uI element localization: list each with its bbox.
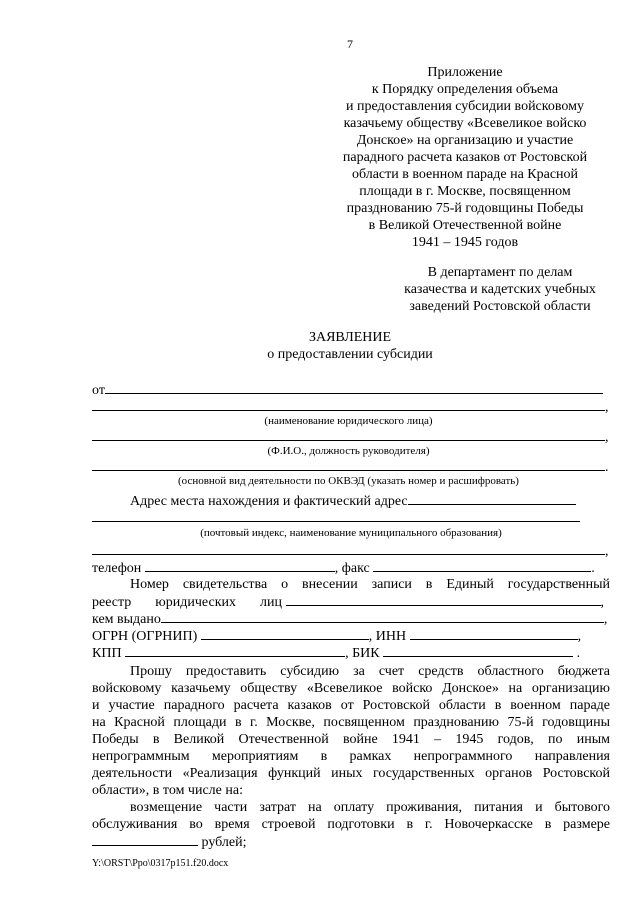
document-title: ЗАЯВЛЕНИЕ <box>308 330 392 345</box>
org-name-field-2[interactable] <box>92 398 605 411</box>
kpp-row: КПП , БИК . <box>92 646 581 661</box>
address-label: Адрес места нахождения и фактический адрес <box>130 494 408 509</box>
issued-by-row: кем выдано , <box>92 612 608 627</box>
phone-row: телефон , факс . <box>92 561 595 576</box>
cert-line-1: Номер свидетельства о внесении записи в Единый государственный <box>130 577 610 592</box>
okved-field[interactable] <box>92 458 605 471</box>
ogrn-field[interactable] <box>201 627 369 640</box>
appendix-line: Донское» на организацию и участие <box>356 133 574 148</box>
appendix-line: Приложение <box>427 65 503 80</box>
request-line: на Красной площади в г. Москве, посвященном празднованию 75-й годовщины <box>92 715 610 730</box>
head-row: , <box>92 428 609 446</box>
fax-field[interactable] <box>373 559 591 572</box>
org-name-row-2: , <box>92 398 609 416</box>
amount-unit: рублей; <box>201 835 247 850</box>
request-line: области», в том числе на: <box>92 783 243 798</box>
org-name-field[interactable] <box>105 381 603 394</box>
caption-postal: (почтовый индекс, наименование муниципального образования) <box>200 527 502 539</box>
appendix-line: празднованию 75-й годовщины Победы <box>346 201 584 216</box>
appendix-header <box>300 64 630 251</box>
appendix-line: парадного расчета казаков от Ростовской <box>342 150 588 165</box>
bik-label: , БИК <box>345 646 380 661</box>
address-field-2[interactable] <box>92 509 580 522</box>
caption-head: (Ф.И.О., должность руководителя) <box>267 445 430 457</box>
addressee-block <box>350 264 640 315</box>
cert-number-field[interactable] <box>286 593 601 606</box>
request-line: войсковому казачьему обществу «Всевеликое войско Донское» на организацию <box>92 681 610 696</box>
amount-field[interactable] <box>92 833 198 846</box>
request-line: Победы в Великой Отечественной войне 1941 – 1945 годов, по иным <box>92 732 610 747</box>
addressee-line: казачества и кадетских учебных <box>404 282 596 297</box>
item-line: возмещение части затрат на оплату проживания, питания и бытового <box>130 800 610 815</box>
request-line: деятельности «Реализация функций иных государственных органов Ростовской <box>92 766 610 781</box>
ogrn-label: ОГРН (ОГРНИП) <box>92 629 198 644</box>
document-subtitle: о предоставлении субсидии <box>267 347 433 362</box>
registry-label: реестр юридических лиц <box>92 595 282 610</box>
okved-row: . <box>92 458 609 476</box>
amount-row <box>92 833 247 851</box>
postal-field[interactable] <box>92 542 605 555</box>
address-row-2 <box>92 509 580 527</box>
phone-label: телефон <box>92 561 142 576</box>
inn-field[interactable] <box>410 627 578 640</box>
caption-org-name: (наименование юридического лица) <box>264 415 433 427</box>
request-line: непрограммным мероприятиям в рамках непрограммного направления <box>92 749 610 764</box>
item-line: обслуживания во время строевой подготовки в г. Новочеркасске в размере <box>92 817 610 832</box>
phone-field[interactable] <box>145 559 335 572</box>
inn-label: , ИНН <box>368 629 407 644</box>
appendix-line: и предоставления субсидии войсковому <box>346 99 584 114</box>
postal-row: , <box>92 542 609 560</box>
cert-row: реестр юридических лиц , <box>92 595 604 610</box>
kpp-field[interactable] <box>125 644 345 657</box>
addressee-line: В департамент по делам <box>427 265 573 280</box>
addressee-line: заведений Ростовской области <box>409 299 591 314</box>
appendix-line: в Великой Отечественной войне <box>368 218 562 233</box>
appendix-line: к Порядку определения объема <box>371 82 559 97</box>
request-line: Прошу предоставить субсидию за счет средств областного бюджета <box>130 664 610 679</box>
issued-by-field[interactable] <box>161 610 604 623</box>
address-row <box>130 492 576 510</box>
address-field[interactable] <box>408 492 576 505</box>
fax-label: , факс <box>334 561 370 576</box>
page-number: 7 <box>347 37 353 51</box>
caption-okved: (основной вид деятельности по ОКВЭД (указать номер и расшифровать) <box>178 475 519 487</box>
head-field[interactable] <box>92 428 605 441</box>
ogrn-row: ОГРН (ОГРНИП) , ИНН , <box>92 629 582 644</box>
appendix-line: площади в г. Москве, посвященном <box>359 184 571 199</box>
footer-file-path: Y:\ORST\Ppo\0317p151.f20.docx <box>92 858 229 869</box>
from-label: от <box>92 383 105 398</box>
kpp-label: КПП <box>92 646 122 661</box>
bik-field[interactable] <box>383 644 573 657</box>
from-row <box>92 381 603 399</box>
appendix-line: 1941 – 1945 годов <box>411 235 519 250</box>
appendix-line: области в военном параде на Красной <box>351 167 579 182</box>
request-line: и участие парадного расчета казаков от Ростовской области в военном параде <box>92 698 610 713</box>
appendix-line: казачьему обществу «Всевеликое войско <box>343 116 587 131</box>
issued-by-label: кем выдано <box>92 612 161 627</box>
